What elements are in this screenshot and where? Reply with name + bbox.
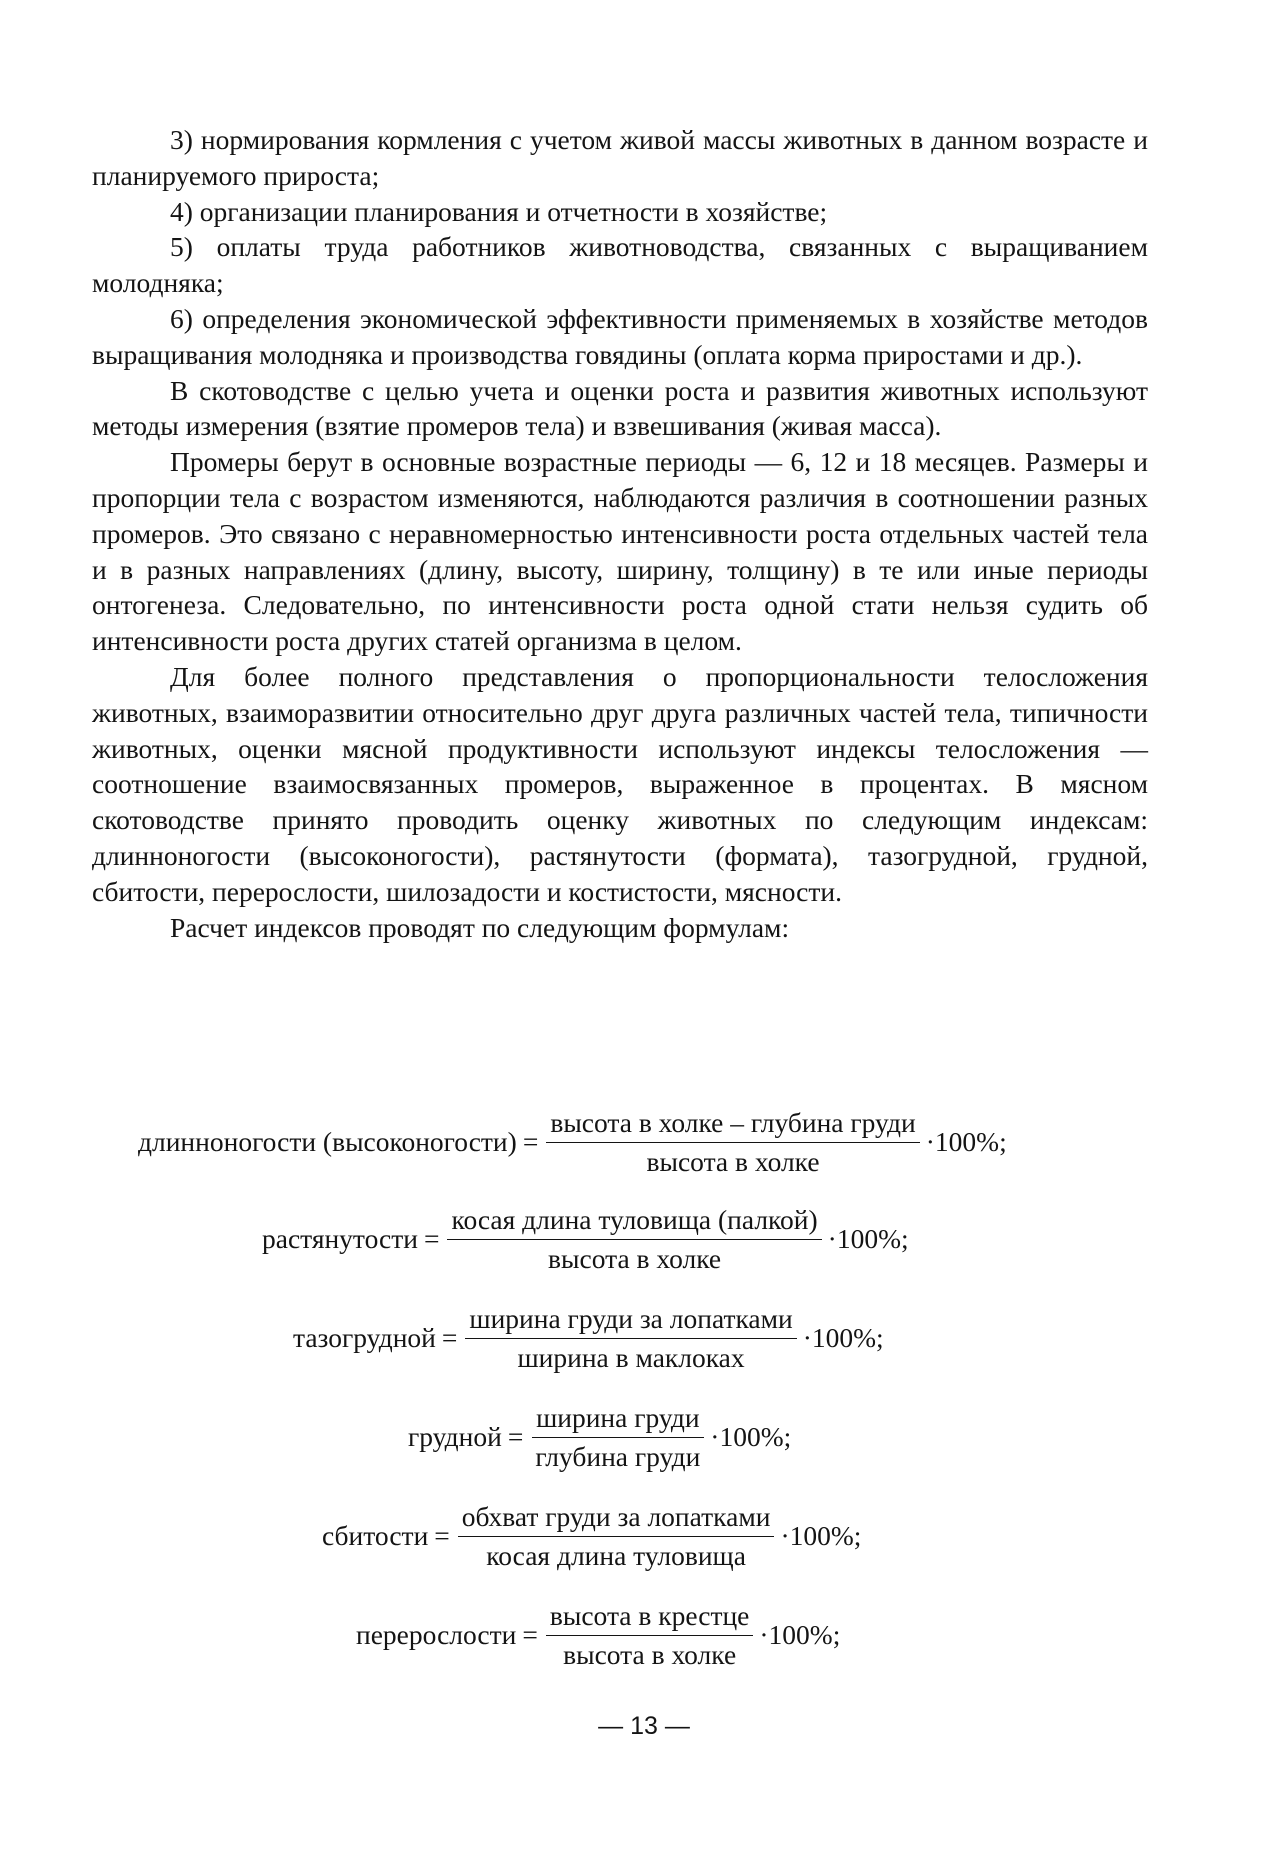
equals-sign: = <box>522 1619 538 1650</box>
paragraph-body-indices: Для более полного представления о пропорциональности телосложения животных, взаиморазвитии относительно друг друга различных частей тела, типичности животных, оценки мясной продуктивности используют индексы телосложения — соотношение взаимосвязанных промеров, выраженное в процентах. В мясном скотоводстве принято проводить оценку животных по следующим индексам: длинноногости (высоконогости), растянутости (формата), тазогрудной, грудной, сбитости, перерослости, шилозадости и костистости, мясности. <box>92 660 1148 907</box>
equals-sign: = <box>423 1223 440 1254</box>
formula-name: сбитости <box>322 1520 429 1551</box>
fraction <box>463 1302 798 1375</box>
fraction-numerator: ширина груди за лопатками <box>465 1302 796 1339</box>
fraction <box>445 1203 823 1276</box>
percent-multiplier: ·100%; <box>802 1322 884 1353</box>
paragraph-item-4: 4) организации планирования и отчетности в хозяйстве; <box>170 195 828 227</box>
fraction-denominator: ширина в маклоках <box>517 1341 745 1373</box>
equals-sign: = <box>434 1520 450 1551</box>
fraction-numerator: высота в холке – глубина груди <box>546 1106 919 1143</box>
percent-multiplier: ·100%; <box>759 1619 841 1650</box>
paragraph-measurement-methods: В скотоводстве с целью учета и оценки роста и развития животных используют методы измерения (взятие промеров тела) и взвешивания (живая масса). <box>92 374 1148 442</box>
equals-sign: = <box>441 1322 458 1353</box>
fraction-denominator: косая длина туловища <box>486 1539 746 1571</box>
fraction-numerator: ширина груди <box>532 1401 704 1438</box>
fraction-denominator: высота в холке <box>548 1242 722 1274</box>
page-number: — 13 — <box>598 1712 690 1740</box>
formula-stretch <box>262 1199 909 1279</box>
formula-name: длинноногости (высоконогости) <box>138 1126 517 1157</box>
percent-multiplier: ·100%; <box>827 1223 909 1254</box>
paragraph-item-3: 3) нормирования кормления с учетом живой массы животных в данном возрасте и планируемого прироста; <box>92 124 1148 191</box>
formula-name: растянутости <box>262 1223 418 1254</box>
formula-pelvic-thoracic <box>293 1298 884 1378</box>
fraction <box>529 1401 706 1474</box>
fraction-denominator: высота в холке <box>646 1145 820 1177</box>
paragraph-item-6: 6) определения экономической эффективности применяемых в хозяйстве методов выращивания молодняка и производства говядины (оплата корма приростами и др.). <box>92 302 1148 370</box>
formula-name: перерослости <box>356 1619 517 1650</box>
formula-thoracic <box>408 1397 791 1477</box>
formula-name: тазогрудной <box>293 1322 436 1353</box>
percent-multiplier: ·100%; <box>710 1421 792 1452</box>
percent-multiplier: ·100%; <box>925 1126 1007 1157</box>
fraction-numerator: обхват груди за лопатками <box>458 1500 775 1537</box>
percent-multiplier: ·100%; <box>780 1520 862 1551</box>
formula-name: грудной <box>408 1421 502 1452</box>
fraction-numerator: высота в крестце <box>546 1599 754 1636</box>
formula-compactness <box>322 1496 861 1576</box>
paragraph-formulas-intro: Расчет индексов проводят по следующим формулам: <box>170 911 790 943</box>
fraction <box>544 1599 756 1672</box>
formula-long-leggedness <box>138 1102 1007 1182</box>
formula-overgrowth <box>356 1595 840 1675</box>
fraction-denominator: высота в холке <box>563 1638 737 1670</box>
equals-sign: = <box>507 1421 524 1452</box>
paragraph-measurement-periods: Промеры берут в основные возрастные периоды — 6, 12 и 18 месяцев. Размеры и пропорции тела с возрастом изменяются, наблюдаются различия в соотношении разных промеров. Это связано с неравномерностью интенсивности роста отдельных частей тела и в разных направлениях (длину, высоту, ширину, толщину) в те или иные периоды онтогенеза. Следовательно, по интенсивности роста одной стати нельзя судить об интенсивности роста других статей организма в целом. <box>92 446 1148 657</box>
fraction-numerator: косая длина туловища (палкой) <box>447 1203 821 1240</box>
equals-sign: = <box>522 1126 539 1157</box>
fraction <box>544 1106 921 1179</box>
fraction <box>456 1500 777 1573</box>
paragraph-item-5: 5) оплаты труда работников животноводства, связанных с выращиванием молодняка; <box>92 231 1148 299</box>
fraction-denominator: глубина груди <box>535 1440 701 1472</box>
body-text <box>92 122 1148 945</box>
